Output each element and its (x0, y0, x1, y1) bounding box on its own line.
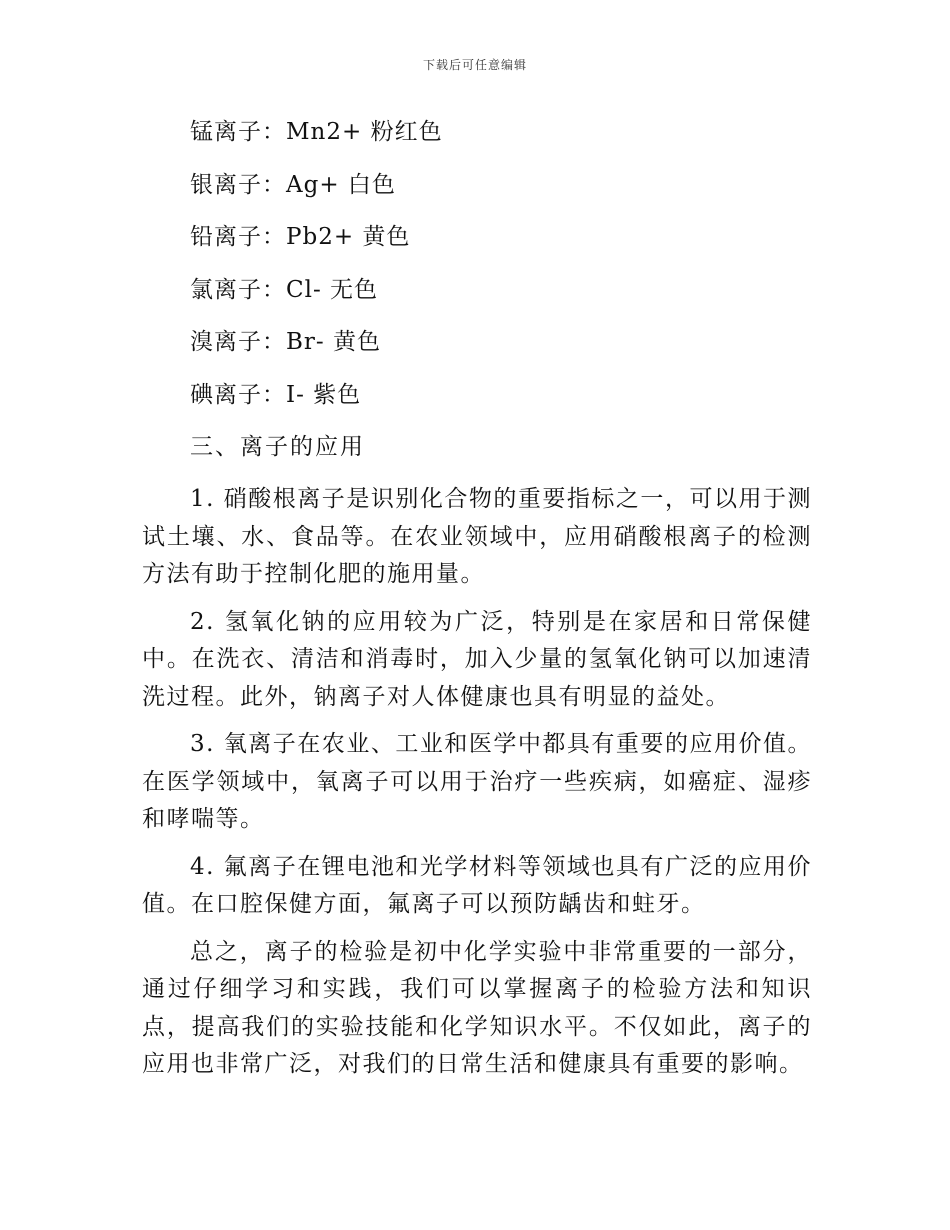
paragraph-conclusion: 总之，离子的检验是初中化学实验中非常重要的一部分，通过仔细学习和实践，我们可以掌握离子的检验方法和知识点，提高我们的实验技能和化学知识水平。不仅如此，离子的应用也非常广泛，对我们的日常生活和健康具有重要的影响。 (142, 938, 812, 1077)
document-body (142, 114, 812, 1094)
paragraph-nitrate: 1. 硝酸根离子是识别化合物的重要指标之一，可以用于测试土壤、水、食品等。在农业领域中，应用硝酸根离子的检测方法有助于控制化肥的施用量。 (142, 486, 812, 587)
ion-item-chloride: 氯离子：Cl- 无色 (190, 276, 379, 303)
page-header: 下载后可任意编辑 (422, 58, 527, 72)
ion-item-bromide: 溴离子：Br- 黄色 (190, 329, 381, 355)
ion-item-iodide: 碘离子：I- 紫色 (190, 381, 362, 408)
ion-item-silver: 银离子：Ag+ 白色 (190, 171, 396, 198)
paragraph-fluoride: 4. 氟离子在锂电池和光学材料等领域也具有广泛的应用价值。在口腔保健方面，氟离子可以预防龋齿和蛀牙。 (142, 853, 812, 917)
section-heading: 三、离子的应用 (190, 434, 365, 460)
ion-item-lead: 铅离子：Pb2+ 黄色 (190, 224, 411, 250)
ion-item-manganese: 锰离子：Mn2+ 粉红色 (190, 119, 443, 145)
paragraph-sodium-hydroxide: 2. 氢氧化钠的应用较为广泛，特别是在家居和日常保健中。在洗衣、清洁和消毒时，加入少量的氢氧化钠可以加速清洗过程。此外，钠离子对人体健康也具有明显的益处。 (142, 608, 812, 710)
paragraph-oxygen-ion: 3. 氧离子在农业、工业和医学中都具有重要的应用价值。在医学领域中，氧离子可以用于治疗一些疾病，如癌症、湿疹和哮喘等。 (142, 731, 812, 832)
